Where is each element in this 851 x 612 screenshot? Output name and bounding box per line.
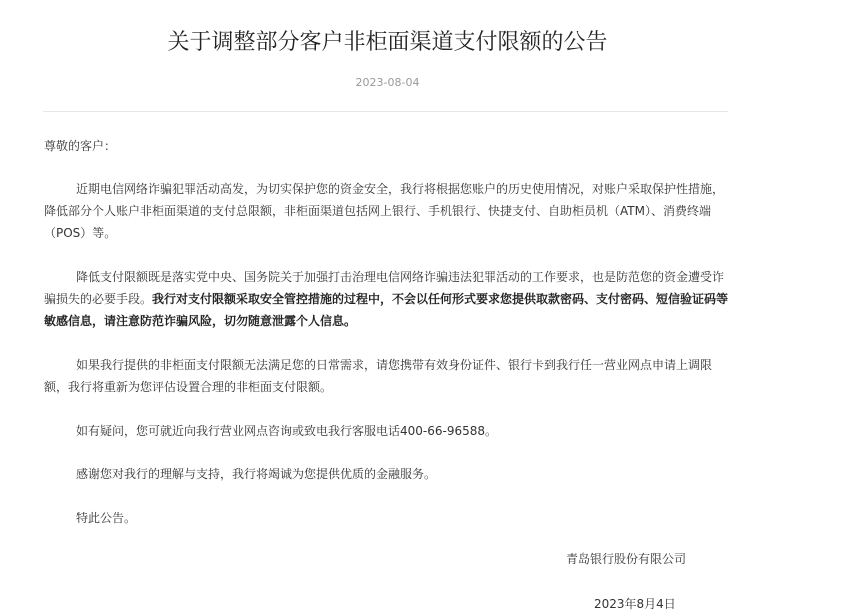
paragraph-contact: 如有疑问，您可就近向我行营业网点咨询或致电我行客服电话400-66-96588。 bbox=[76, 424, 498, 438]
signature-company: 青岛银行股份有限公司 bbox=[566, 552, 687, 566]
paragraph-closing: 特此公告。 bbox=[76, 511, 137, 525]
signature-date: 2023年8月4日 bbox=[594, 597, 676, 611]
publish-date: 2023-08-04 bbox=[355, 76, 420, 89]
paragraph-fraud-prevention-warning: 我行对支付限额采取安全管控措施的过程中，不会以任何形式要求您提供取款密码、支付密码、短信验证码等敏感信息，请注意防范诈骗风险，切勿随意泄露个人信息。 bbox=[44, 292, 729, 328]
paragraph-fraud-prevention bbox=[44, 266, 734, 332]
paragraph-payment-limit: 近期电信网络诈骗犯罪活动高发，为切实保护您的资金安全，我行将根据您账户的历史使用情况，对账户采取保护性措施，降低部分个人账户非柜面渠道的支付总限额，非柜面渠道包括网上银行、手机银行、快捷支付、自助柜员机（ATM）、消费终端（POS）等。 bbox=[44, 182, 725, 240]
salutation: 尊敬的客户： bbox=[44, 139, 117, 153]
paragraph-thanks: 感谢您对我行的理解与支持，我行将竭诚为您提供优质的金融服务。 bbox=[76, 467, 437, 481]
title-divider bbox=[43, 111, 728, 112]
paragraph-raise-limit: 如果我行提供的非柜面支付限额无法满足您的日常需求，请您携带有效身份证件、银行卡到我行任一营业网点申请上调限额，我行将重新为您评估设置合理的非柜面支付限额。 bbox=[44, 358, 713, 394]
paragraph-fraud-prevention-normal: 降低支付限额既是落实党中央、国务院关于加强打击治理电信网络诈骗违法犯罪活动的工作要求，也是防范您的资金遭受诈骗损失的必要手段。 bbox=[44, 270, 725, 306]
notice-title: 关于调整部分客户非柜面渠道支付限额的公告 bbox=[167, 30, 608, 55]
